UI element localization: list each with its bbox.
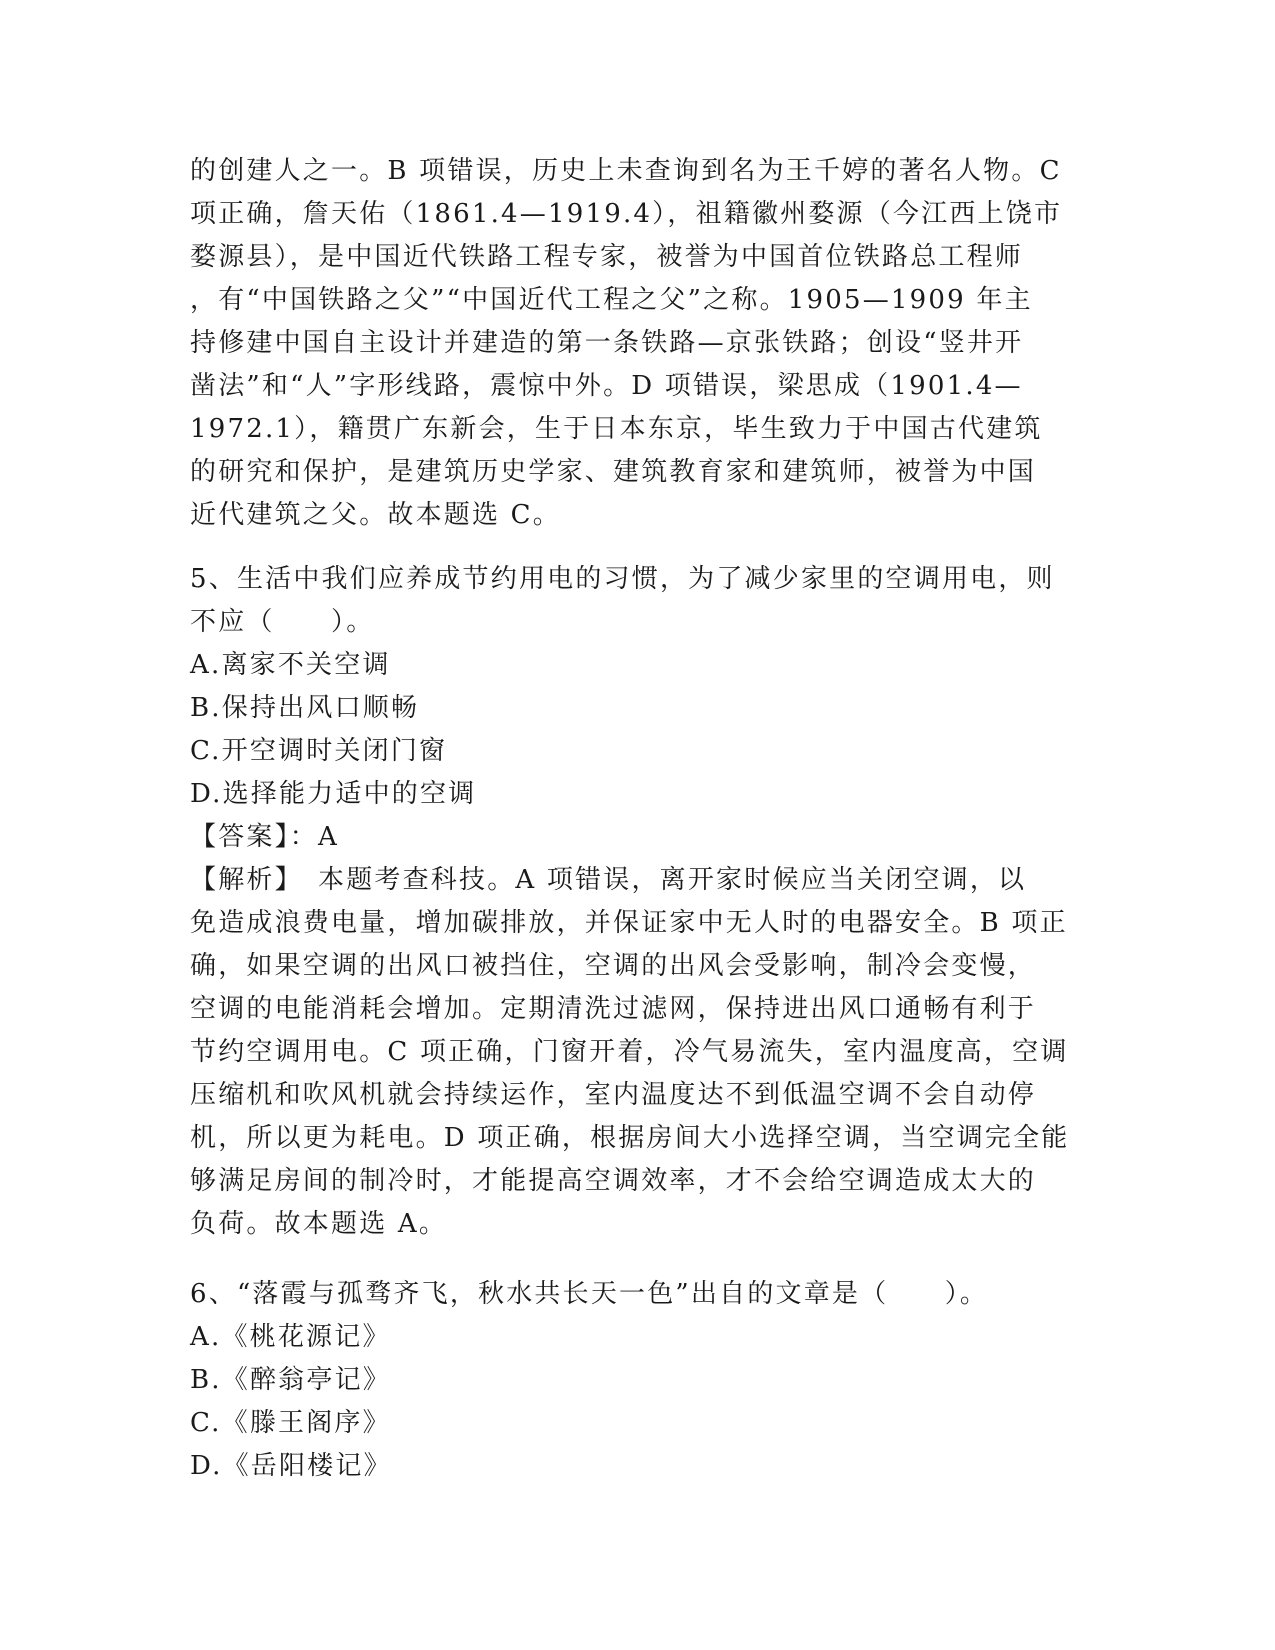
analysis-line: 【解析】 本题考查科技。A 项错误，离开家时候应当关闭空调，以 [190, 865, 1027, 895]
analysis-line: 空调的电能消耗会增加。定期清洗过滤网，保持进出风口通畅有利于 [190, 994, 1037, 1024]
explanation-line: 持修建中国自主设计并建造的第一条铁路—京张铁路；创设“竖井开 [190, 328, 1024, 358]
option-c: C.《滕王阁序》 [190, 1408, 391, 1438]
option-d: D.选择能力适中的空调 [190, 779, 477, 809]
explanation-line: 1972.1），籍贯广东新会，生于日本东京，毕生致力于中国古代建筑 [190, 414, 1043, 444]
question-5 [190, 558, 1085, 1246]
explanation-line: 凿法”和“人”字形线路，震惊中外。D 项错误，梁思成（1901.4— [190, 371, 1023, 401]
question-stem-line: 6、“落霞与孤骛齐飞，秋水共长天一色”出自的文章是（ ）。 [190, 1279, 989, 1309]
analysis-line: 确，如果空调的出风口被挡住，空调的出风会受影响，制冷会变慢， [190, 951, 1037, 981]
explanation-line: ，有“中国铁路之父”“中国近代工程之父”之称。1905—1909 年主 [190, 285, 1033, 315]
question-6 [190, 1273, 1085, 1488]
analysis-line: 压缩机和吹风机就会持续运作，室内温度达不到低温空调不会自动停 [190, 1080, 1037, 1110]
option-a: A.《桃花源记》 [190, 1322, 391, 1352]
analysis-line: 负荷。故本题选 A。 [190, 1209, 448, 1239]
question-stem-line: 不应（ ）。 [190, 607, 375, 637]
explanation-line: 婺源县），是中国近代铁路工程专家，被誉为中国首位铁路总工程师 [190, 242, 1024, 272]
option-d: D.《岳阳楼记》 [190, 1451, 392, 1481]
analysis-line: 够满足房间的制冷时，才能提高空调效率，才不会给空调造成太大的 [190, 1166, 1037, 1196]
explanation-line: 近代建筑之父。故本题选 C。 [190, 500, 561, 530]
explanation-line: 的创建人之一。B 项错误，历史上未查询到名为王千婷的著名人物。C [190, 156, 1062, 186]
previous-explanation [190, 150, 1085, 537]
option-b: B.《醉翁亭记》 [190, 1365, 391, 1395]
option-a: A.离家不关空调 [190, 650, 391, 680]
explanation-line: 项正确，詹天佑（1861.4—1919.4），祖籍徽州婺源（今江西上饶市 [190, 199, 1063, 229]
option-b: B.保持出风口顺畅 [190, 693, 420, 723]
answer-line: 【答案】：A [190, 822, 339, 852]
analysis-line: 机，所以更为耗电。D 项正确，根据房间大小选择空调，当空调完全能 [190, 1123, 1070, 1153]
analysis-line: 免造成浪费电量，增加碳排放，并保证家中无人时的电器安全。B 项正 [190, 908, 1068, 938]
question-stem-line: 5、生活中我们应养成节约用电的习惯，为了减少家里的空调用电，则 [190, 564, 1055, 594]
option-c: C.开空调时关闭门窗 [190, 736, 448, 766]
analysis-line: 节约空调用电。C 项正确，门窗开着，冷气易流失，室内温度高，空调 [190, 1037, 1069, 1067]
explanation-line: 的研究和保护，是建筑历史学家、建筑教育家和建筑师，被誉为中国 [190, 457, 1037, 487]
